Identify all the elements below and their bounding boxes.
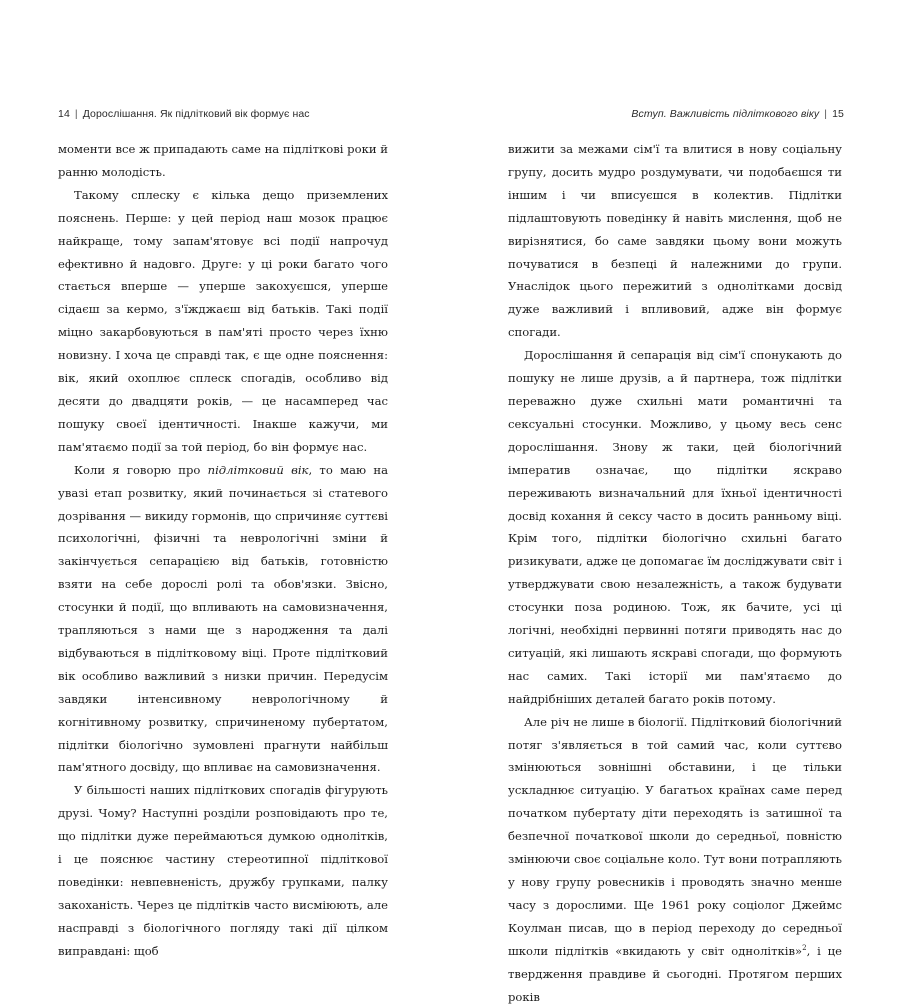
left-page — [0, 0, 450, 958]
footnote-marker[interactable]: 2 — [802, 943, 807, 952]
paragraph: У більшості наших підліткових спогадів фігурують друзі. Чому? Наступні розділи розповідають про те, що підлітки дуже переймаються думкою однолітків, і це пояснює частину стереотипної підліткової поведінки: невпевненість, дружбу групками, палку закоханість. Через це підлітків часто висміюють, але насправді з біологічного погляду такі дії цілком виправдані: щоб — [58, 783, 388, 958]
right-page — [450, 0, 900, 1004]
paragraph: моменти все ж припадають саме на підліткові роки й ранню молодість. — [58, 142, 388, 179]
right-running-head — [631, 108, 844, 120]
left-body-text — [58, 138, 388, 963]
paragraph: Але річ не лише в біології. Підлітковий біологічний потяг з'являється в той самий час, коли суттєво змінюються зовнішні обставини, і це тільки ускладнює ситуацію. У багатьох країнах саме перед початком пубертату діти переходять із затишної та безпечної початкової школи до середньої, повністю змінюючи своє соціальне коло. Тут вони потрапляють у нову групу ровесників і проводять значно менше часу з дорослими. Ще 1961 року соціолог Джеймс Коулман писав, що в період переходу до середньої школи підлітків «вкидають у світ однолітків»$^2$, і це твердження правдиве й сьогодні. Протягом перших років — [508, 714, 842, 1004]
right-running-title: Вступ. Важливість підліткового віку — [631, 108, 820, 120]
right-body-text — [508, 138, 842, 1008]
paragraph: Коли я говорю про підлітковий вік, то маю на увазі етап розвитку, який починається зі статевого дозрівання — викиду гормонів, що спричиняє суттєві психологічні, фізичні та неврологічні зміни й закінчується сепарацією від батьків, готовністю взяти на себе дорослі ролі та обов'язки. Звісно, стосунки й події, що впливають на самовизначення, трапляються з нами ще з народження та далі відбуваються в підлітковому віці. Проте підлітковий вік особливо важливий з низки причин. Передусім завдяки інтенсивному неврологічному й когнітивному розвитку, спричиненому пубертатом, підлітки біологічно зумовлені прагнути найбільш пам'ятного досвіду, що впливає на самовизначення. — [58, 462, 388, 775]
right-page-number: 15 — [832, 108, 844, 120]
left-running-title: Дорослішання. Як підлітковий вік формує нас — [82, 108, 310, 120]
italic-term: підлітковий вік — [207, 462, 309, 477]
running-head-separator: | — [824, 108, 828, 120]
paragraph: Дорослішання й сепарація від сім'ї спонукають до пошуку не лише друзів, а й партнера, тож підлітки переважно дуже схильні мати романтичні та сексуальні стосунки. Можливо, у цьому весь сенс дорослішання. Знову ж таки, цей біологічний імператив означає, що підлітки яскраво переживають визначальний для їхньої ідентичності досвід кохання й сексу часто в досить ранньому віці. Крім того, підлітки біологічно схильні багато ризикувати, адже це допомагає їм досліджувати світ і утверджувати свою незалежність, а також будувати стосунки поза родиною. Тож, як бачите, усі ці логічні, необхідні первинні потяги приводять нас до ситуацій, які лишають яскраві спогади, що формують нас самих. Такі історії ми пам'ятаємо до найдрібніших деталей багато років потому. — [508, 348, 842, 706]
paragraph: Такому сплеску є кілька дещо приземлених пояснень. Перше: у цей період наш мозок працює найкраще, тому запам'ятовує всі події напрочуд ефективно й надовго. Друге: у ці роки багато чого стається вперше — уперше закохуєшся, уперше сідаєш за кермо, з'їжджаєш від батьків. Такі події міцно закарбовуються в пам'яті просто через їхню новизну. І хоча це справді так, є ще одне пояснення: вік, який охоплює сплеск спогадів, особливо від десяти до двадцяти років, — це насамперед час пошуку своєї ідентичності. Інакше кажучи, ми пам'ятаємо події за той період, бо він формує нас. — [58, 187, 388, 454]
left-page-number: 14 — [58, 108, 70, 120]
left-running-head — [58, 108, 310, 120]
paragraph: вижити за межами сім'ї та влитися в нову соціальну групу, досить мудро роздумувати, чи подобаєшся ти іншим і чи вписуєшся в колектив. Підлітки підлаштовують поведінку й навіть мислення, щоб не вирізнятися, бо саме завдяки цьому вони можуть почуватися в безпеці й належними до групи. Унаслідок цього пережитий з однолітками досвід дуже важливий і впливовий, адже він формує спогади. — [508, 142, 842, 340]
running-head-separator: | — [74, 108, 78, 120]
